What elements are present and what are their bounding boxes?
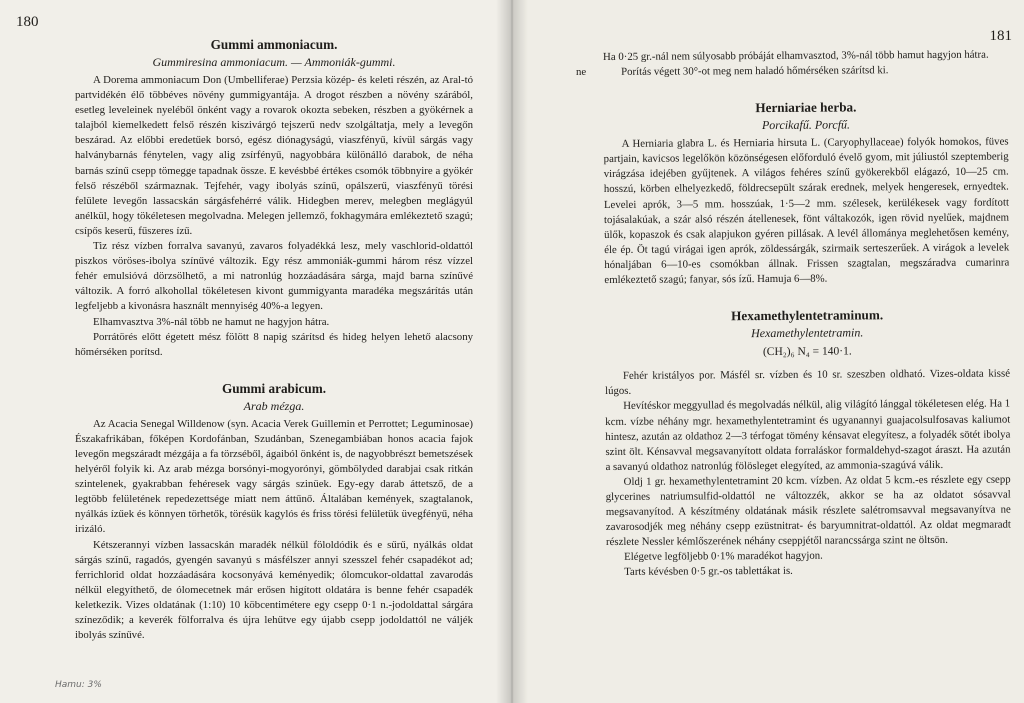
- left-page-content: [75, 36, 473, 643]
- paragraph: Kétszerannyi vízben lassacskán maradék nélkül föloldódik és e sűrű, nyálkás oldat sárgás színű, ragadós, gyengén savanyú s másfélszer annyi szesszel fehér csapadékot ad; ferrichlorid oldat hozzáadására kocsonyává keményedik; ólomcukor-oldattal zavarodás nélkül elegyíthető, de ólomecetnek már erősen higított oldatára is benne fehér csapadék keletkezik. Vizes oldatának (1:10) 10 köbcentimétere egy csepp 0·1 n.-jodoldattal sárgára színeződik; a keverék fölforralva és újra lehűtve egy újabb csepp jodoldattól ne váljék ibolyás színűvé.: [75, 538, 473, 642]
- section-title: Gummi ammoniacum.: [210, 37, 338, 52]
- paragraph: Tarts kévésben 0·5 gr.-os tablettákat is.: [624, 565, 793, 579]
- paragraph: Fehér kristályos por. Másfél sr. vízben és 10 sr. szeszben oldható. Vizes-oldata kissé lúgos.: [605, 367, 1011, 398]
- paragraph: Elhamvasztva 3%-nál több ne hamut ne hagyjon hátra.: [93, 315, 330, 328]
- section-title: Gummi arabicum.: [221, 380, 327, 396]
- paragraph: A Herniaria glabra L. és Herniaria hirsuta L. (Caryophyllaceae) folyók homokos, füves partjain, kavicsos legelőkön közönségesen előforduló évelő gyom, mit júliustól szeptemberig virágzása idejében gyűjtenek. A világos fehéres színű gyökerekből elágazó, 10—25 cm. hosszú, körben elhelyezkedő, földrecsepült szárak erednek, melyek hengeresek, ernyedtek. Levelei aprók, 3—5 mm. hosszúak, 1·5—2 mm. szélesek, kerülékesek vagy fordított tojásalakúak, a szár alsó részén átellenesek, fönt váltakozók, igen rövid nyelűek, majdnem ülők, kopaszok és csak alapjukon gyéren pillásak. A levél állománya meglehetősen kemény, éle ép. Öt tagú virágai igen aprók, zöldessárgák, szirmaik serteszerűek. A virágok a levelek hónaljában 6—10-es csomókban állnak. Frissen szagtalan, megszáradva cumarinra emlékeztető szagú; fanyar, sós ízű. Hamuja 6—8%.: [603, 135, 1010, 287]
- section-subtitle: Arab mézga.: [243, 398, 305, 413]
- section-title: Hexamethylentetraminum.: [731, 307, 884, 324]
- page-number: 181: [989, 28, 1012, 44]
- right-page: [512, 0, 1024, 703]
- paragraph: Tiz rész vízben forralva savanyú, zavaros folyadékká lesz, mely vaschlorid-oldattól piszkos vöröses-ibolya színűvé változik. Egy rész ammoniák-gummi három rész vízzel fehér emulsióvá dörzsölhető, a mi natronlúg hozzáadására sárga, majd barna színűvé változik. A forró alkohollal tökéletesen kivont gummigyanta maradéka megszárítás után legfeljebb a kivonásra használt mennyiség 40%-a legyen.: [75, 240, 473, 313]
- paragraph: Porítás végett 30°-ot meg nem haladó hőmérséken szárítsd ki.: [621, 64, 889, 78]
- paragraph: Hevítéskor meggyullad és megolvadás nélkül, alig világító lánggal tökéletesen elég. Ha 1 kcm. vízbe néhány mgr. hexamethylentetramint és ugyanannyi guajacolsulfosavas kaliumot hintesz, azután az oldathoz 2—3 térfogat tömény kénsavat elegyítesz, a folyadék sötét ibolya szint ölt. Kénsavval megsavanyított oldata forraláskor formaldehyd-szagot áraszt. Ha azután a savanyú oldathoz natronlúg fölösleget elegyíted, az ammonia-szagúvá válik.: [605, 397, 1011, 473]
- chemical-formula: (CH₂)₆ N₄ = 140·1.: [762, 345, 852, 359]
- section-title: Herniariae herba.: [755, 99, 857, 116]
- book-gutter: [496, 0, 528, 703]
- page-number: 180: [16, 14, 39, 30]
- paragraph: A Dorema ammoniacum Don (Umbelliferae) Perzsia közép- és keleti részén, az Aral-tó partvidékén élő többéves növény gummigyantája. A drogot részben a növény szárából, esetleg leveleinek nyeléből önként vagy a rovarok okozta sebeken, részben a gyökérnek a talajból kiemelkedett felső részén kiszivárgó tejszerű nedv szolgáltatja, mely a levegőn beszárad. Az előbbi eredetűek borsó, egész diónagyságú, viaszfényű, kívül sárgás vagy halványbarnás fénytelen, vagy alig zsírfényű, nagyobbára különálló darabok, de néha barnás színű csepp tömegge tapadnak össze. E kevésbbé értékes csomók többnyire a gyökér felső részéből származnak. Tejfehér, vagy ibolyás színű, opálszerű, viaszfényű törési felülete levegőn lassacskán sárgásfehérré válik. Hidegben merev, melegben meglágyúl anélkül, hogy tökéletesen megolvadna. Melegen jellemző, fokhagymára emlékeztető szagú; csípős keserű, fűszeres ízű.: [75, 74, 473, 237]
- section-subtitle: Porcikafű. Porcfű.: [761, 117, 851, 133]
- right-page-content: [603, 48, 1011, 581]
- paragraph: Oldj 1 gr. hexamethylentetramint 20 kcm. vízben. Az oldat 5 kcm.-es részlete egy csepp glycerines natriumsulfid-oldattól ne változzék, akkor se ha az oldatot sósavval megsavanyítod. A készítmény oldatának másik részlete salétromsavval megsavanyítva ne zavarosodjék meg néhány csepp ezüstnitrat- és baryumnitrat-oldattól. Az oldat megmaradt részlete Nessler kémlőszerének néhány cseppjétől narancssárga szint ne öltsön.: [605, 473, 1011, 549]
- paragraph: Porrátörés előtt égetett mész fölött 8 napig szárítsd és hideg helyen lehető alacsony hőmérséken porítsd.: [75, 330, 473, 358]
- section-subtitle: Hexamethylentetramin.: [751, 325, 864, 341]
- paragraph: Elégetve legföljebb 0·1% maradékot hagyjon.: [624, 550, 823, 564]
- margin-note: ne: [576, 66, 587, 78]
- paragraph: Ha 0·25 gr.-nál nem súlyosabb próbáját elhamvasztod, 3%-nál több hamut hagyjon hátra.: [603, 48, 989, 63]
- section-subtitle: Gummiresina ammoniacum. — Ammoniák-gummi.: [152, 55, 396, 69]
- handwritten-note: Hamu: 3%: [55, 680, 102, 690]
- paragraph: Az Acacia Senegal Willdenow (syn. Acacia Verek Guillemin et Perrottet; Leguminosae) Északafrikában, főképen Kordofánban, Szudánban, Szenegambiában honos acacia fajok levegőn megszáradt mézgája a fa törzséből, ágaiból önként is, de nagyobbrészt bemetszések helyéről folyik ki. Az arab mézga borsónyi-mogyorónyi, gömbölyded darabjai csak ritkán szintelenek, gyakrabban fehéresek vagy sárgás szinüek. Egy-egy darab áttetsző, de a legtöbb felületének repedezettsége miatt nem áttűnő. Általában kemények, szagtalanok, nyálkás ízűek és könnyen törhetők, törésük kagylós és friss törési felületük üvegfényű, néha irizáló.: [75, 417, 473, 536]
